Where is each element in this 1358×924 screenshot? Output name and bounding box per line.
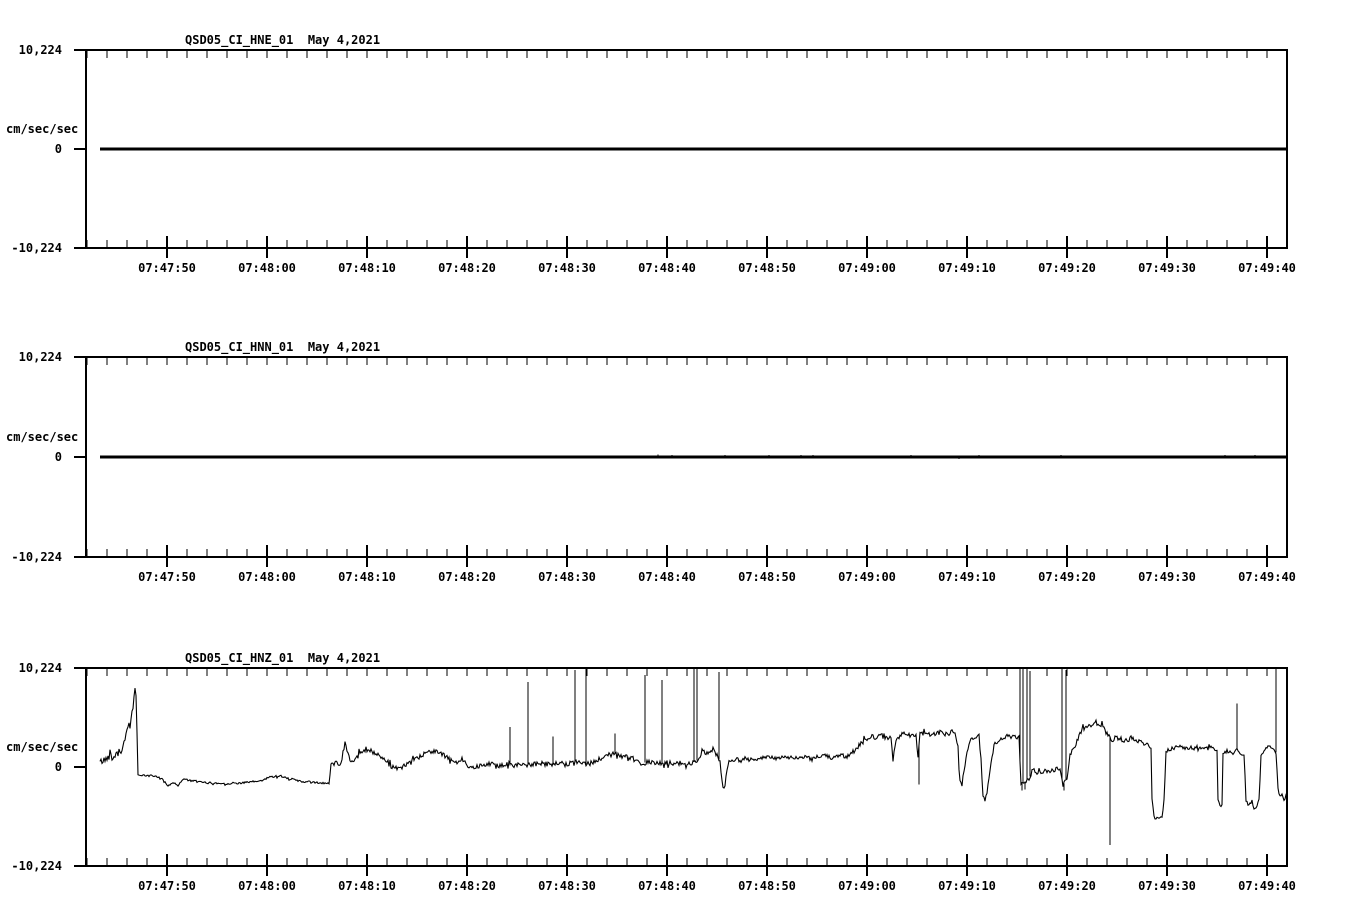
y-zero-label: 0: [54, 760, 62, 774]
x-tick-label: 07:49:10: [938, 879, 996, 893]
trace-spikes-hnz: [135, 667, 1276, 845]
x-tick-label: 07:48:20: [438, 879, 496, 893]
x-tick-label: 07:49:30: [1138, 261, 1196, 275]
x-tick-label: 07:49:20: [1038, 261, 1096, 275]
x-tick-label: 07:49:00: [838, 261, 896, 275]
x-tick-label: 07:48:30: [538, 261, 596, 275]
x-tick-label: 07:48:10: [338, 570, 396, 584]
x-tick-label: 07:49:30: [1138, 570, 1196, 584]
panel-title-hnz: QSD05_CI_HNZ_01 May 4,2021: [185, 651, 381, 665]
x-minor-ticks-top: [87, 50, 1287, 58]
x-tick-label: 07:48:20: [438, 570, 496, 584]
x-tick-label: 07:48:00: [238, 261, 296, 275]
x-tick-label: 07:48:20: [438, 261, 496, 275]
x-tick-label: 07:49:20: [1038, 879, 1096, 893]
y-max-label: 10,224: [18, 43, 62, 57]
x-tick-label: 07:49:20: [1038, 570, 1096, 584]
x-tick-label: 07:49:40: [1238, 261, 1296, 275]
y-zero-label: 0: [54, 450, 62, 464]
x-tick-label: 07:49:00: [838, 879, 896, 893]
x-tick-label: 07:47:50: [138, 261, 196, 275]
x-tick-label: 07:49:30: [1138, 879, 1196, 893]
x-tick-label: 07:47:50: [138, 570, 196, 584]
y-zero-label: 0: [54, 142, 62, 156]
y-tick: [74, 668, 86, 866]
y-min-label: -10,224: [11, 550, 62, 564]
x-tick-label: 07:48:50: [738, 261, 796, 275]
y-axis-unit-label: cm/sec/sec: [6, 430, 79, 444]
x-tick-label: 07:49:40: [1238, 570, 1296, 584]
x-tick-label: 07:48:10: [338, 879, 396, 893]
x-tick-label: 07:47:50: [138, 879, 196, 893]
x-minor-ticks-top: [87, 668, 1287, 676]
y-axis-unit-label: cm/sec/sec: [6, 122, 79, 136]
y-tick: [74, 50, 86, 248]
x-tick-label: 07:49:10: [938, 261, 996, 275]
y-axis-unit-label: cm/sec/sec: [6, 740, 79, 754]
y-max-label: 10,224: [18, 661, 62, 675]
x-tick-label: 07:49:40: [1238, 879, 1296, 893]
y-tick: [74, 357, 86, 557]
x-minor-ticks-top: [87, 357, 1287, 365]
x-tick-label: 07:48:10: [338, 261, 396, 275]
y-min-label: -10,224: [11, 241, 62, 255]
x-tick-label: 07:48:50: [738, 879, 796, 893]
y-max-label: 10,224: [18, 350, 62, 364]
x-tick-label: 07:48:00: [238, 879, 296, 893]
x-tick-label: 07:49:10: [938, 570, 996, 584]
x-tick-label: 07:48:40: [638, 570, 696, 584]
y-min-label: -10,224: [11, 859, 62, 873]
x-tick-label: 07:48:30: [538, 879, 596, 893]
panel-title-hnn: QSD05_CI_HNN_01 May 4,2021: [185, 340, 381, 354]
x-tick-label: 07:48:50: [738, 570, 796, 584]
x-tick-label: 07:48:40: [638, 261, 696, 275]
x-tick-label: 07:48:00: [238, 570, 296, 584]
panel-title-hne: QSD05_CI_HNE_01 May 4,2021: [185, 33, 381, 47]
x-tick-label: 07:48:40: [638, 879, 696, 893]
x-tick-label: 07:48:30: [538, 570, 596, 584]
x-tick-label: 07:49:00: [838, 570, 896, 584]
